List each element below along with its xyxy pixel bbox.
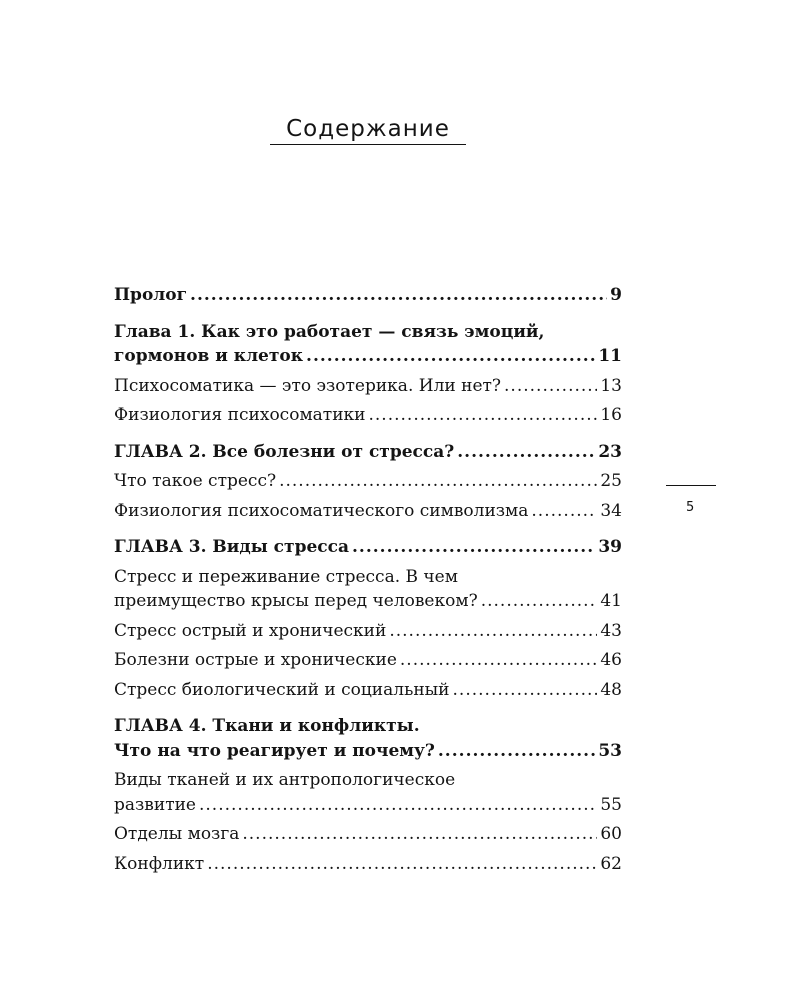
toc-page-number: 53 <box>598 740 622 761</box>
toc-page-number: 55 <box>600 794 622 815</box>
dot-leader <box>400 648 597 673</box>
dot-leader <box>457 440 595 465</box>
toc-page-number: 11 <box>598 346 622 366</box>
toc-section[interactable] <box>114 619 622 644</box>
toc-section[interactable] <box>114 852 622 877</box>
toc-page-number: 16 <box>600 405 622 425</box>
toc-entry-title: Психосоматика — это эзотерика. Или нет? <box>114 375 502 396</box>
dot-leader <box>190 283 607 308</box>
toc-section[interactable] <box>114 374 622 399</box>
toc-entry-title: Стресс острый и хронический <box>114 620 387 641</box>
dot-leader <box>438 739 595 764</box>
toc-entry-title: Что такое стресс? <box>114 471 277 491</box>
toc-page-number: 41 <box>600 591 622 611</box>
toc-entry-title: Глава 1. Как это работает — связь эмоций, <box>114 321 545 342</box>
toc-page-number: 62 <box>600 853 622 874</box>
toc-entry-title: Стресс биологический и социальный <box>114 679 450 700</box>
toc-page-number: 43 <box>600 620 622 641</box>
toc-page-number: 34 <box>600 500 622 521</box>
toc-page-number: 48 <box>600 679 622 700</box>
toc-section[interactable] <box>114 822 622 847</box>
page-number: 5 <box>686 500 695 515</box>
toc-page-number: 25 <box>600 471 622 491</box>
toc-page-number: 39 <box>598 537 622 557</box>
dot-leader <box>389 619 597 644</box>
toc-section[interactable] <box>114 403 622 428</box>
dot-leader <box>352 535 595 560</box>
toc-entry-title-cont: Что на что реагирует и почему? <box>114 740 435 761</box>
dot-leader <box>207 852 597 877</box>
table-of-contents <box>114 283 622 876</box>
dot-leader <box>481 589 598 614</box>
toc-entry-title: ГЛАВА 2. Все болезни от стресса? <box>114 441 455 462</box>
toc-entry-title: Виды тканей и их антропологическое <box>114 770 456 790</box>
toc-page-number: 23 <box>598 441 622 462</box>
toc-chapter-1[interactable] <box>114 320 622 369</box>
toc-section[interactable] <box>114 469 622 494</box>
toc-entry-title: Физиология психосоматического символизма <box>114 500 529 521</box>
dot-leader <box>279 469 597 494</box>
dot-leader <box>242 822 597 847</box>
toc-entry-title-cont: преимущество крысы перед человеком? <box>114 591 478 611</box>
dot-leader <box>369 403 598 428</box>
toc-entry-prolog[interactable] <box>114 283 622 308</box>
toc-chapter-3[interactable] <box>114 535 622 560</box>
toc-section[interactable] <box>114 678 622 703</box>
toc-entry-title: Пролог <box>114 285 188 305</box>
toc-page-number: 60 <box>600 824 622 844</box>
toc-entry-title: Физиология психосоматики <box>114 405 366 425</box>
toc-entry-title-cont: развитие <box>114 794 196 815</box>
toc-entry-title: ГЛАВА 3. Виды стресса <box>114 537 349 557</box>
dot-leader <box>504 374 597 399</box>
toc-section[interactable] <box>114 648 622 673</box>
dot-leader <box>531 499 597 524</box>
toc-page-number: 9 <box>610 285 622 305</box>
toc-page-number: 13 <box>600 375 622 396</box>
toc-chapter-4[interactable] <box>114 714 622 763</box>
dot-leader <box>199 793 597 818</box>
toc-entry-title: Конфликт <box>114 853 205 874</box>
dot-leader <box>306 344 595 369</box>
toc-entry-title: ГЛАВА 4. Ткани и конфликты. <box>114 716 420 736</box>
toc-page-number: 46 <box>600 650 622 670</box>
page-title: Содержание <box>270 116 466 145</box>
dot-leader <box>453 678 598 703</box>
toc-section[interactable] <box>114 499 622 524</box>
toc-entry-title: Стресс и переживание стресса. В чем <box>114 566 458 587</box>
toc-section[interactable] <box>114 565 622 614</box>
toc-chapter-2[interactable] <box>114 440 622 465</box>
toc-section[interactable] <box>114 768 622 817</box>
margin-rule <box>666 485 716 486</box>
toc-entry-title: Болезни острые и хронические <box>114 650 397 670</box>
toc-entry-title: Отделы мозга <box>114 824 240 844</box>
toc-entry-title-cont: гормонов и клеток <box>114 346 304 366</box>
